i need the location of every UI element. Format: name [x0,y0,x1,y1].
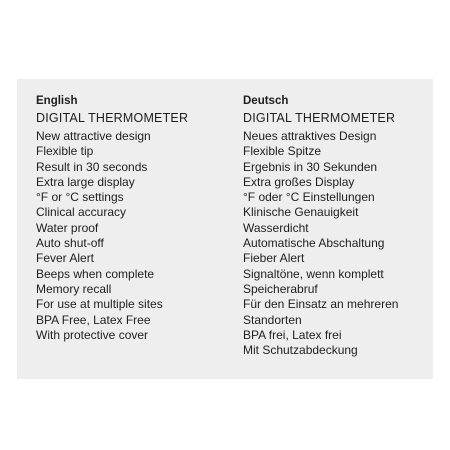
english-column [36,94,188,343]
feature-item: °F oder °C Einstellungen [243,190,375,205]
feature-item: °F or °C settings [36,190,124,205]
feature-item: Auto shut-off [36,236,104,251]
feature-item: Klinische Genauigkeit [243,205,359,220]
feature-item: Ergebnis in 30 Sekunden [243,159,378,174]
feature-item: Clinical accuracy [36,205,127,220]
english-product-heading: DIGITAL THERMOMETER [36,111,189,125]
feature-item: Result in 30 seconds [36,159,148,174]
feature-item: Mit Schutzabdeckung [243,343,358,358]
feature-label-card [17,79,433,379]
feature-item: Automatische Abschaltung [243,236,385,251]
feature-item: Flexible Spitze [243,144,322,159]
german-feature-list [243,129,398,358]
feature-item: Standorten [243,312,302,327]
feature-item: New attractive design [36,129,151,143]
german-product-heading: DIGITAL THERMOMETER [243,111,396,125]
feature-item: Fever Alert [36,251,95,266]
feature-item: Für den Einsatz an mehreren [243,297,399,312]
feature-item: Fieber Alert [243,251,305,266]
feature-item: Neues attraktives Design [243,129,377,143]
feature-item: Memory recall [36,281,112,296]
feature-item: Extra großes Display [243,174,355,189]
feature-item: BPA Free, Latex Free [36,312,151,327]
feature-item: For use at multiple sites [36,297,163,312]
feature-item: With protective cover [36,327,149,342]
german-language-label: Deutsch [243,95,289,107]
german-column [243,94,398,358]
feature-item: Flexible tip [36,144,94,159]
feature-item: Wasserdicht [243,220,309,235]
english-feature-list [36,129,188,343]
feature-item: BPA frei, Latex frei [243,327,342,342]
feature-item: Signaltöne, wenn komplett [243,266,384,281]
feature-item: Water proof [36,220,99,235]
english-language-label: English [36,95,78,107]
feature-item: Speicherabruf [243,281,318,296]
feature-item: Extra large display [36,174,135,189]
feature-item: Beeps when complete [36,266,155,281]
